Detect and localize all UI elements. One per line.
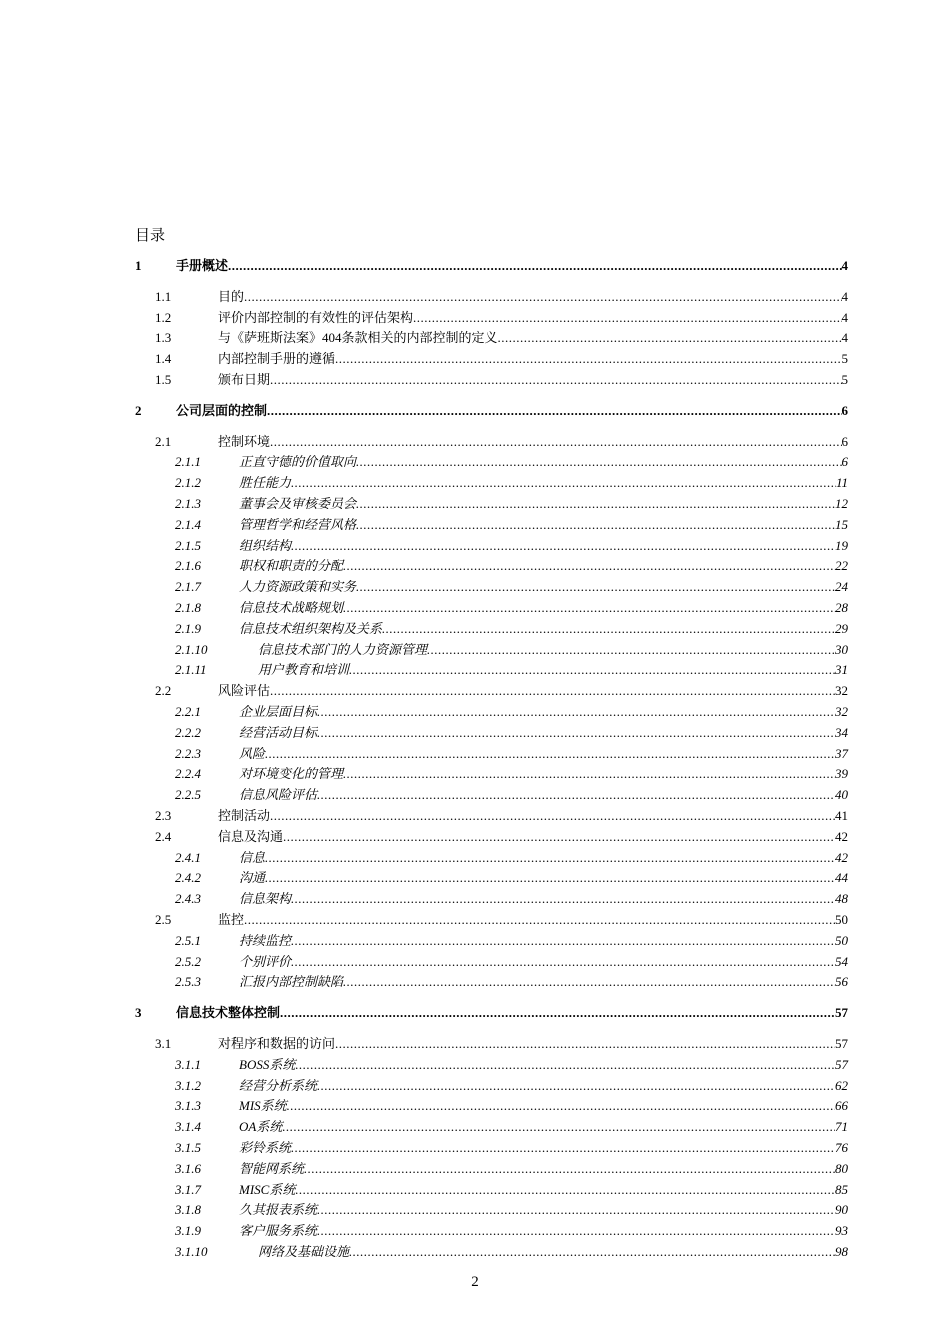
- toc-dot-leader: [265, 744, 835, 764]
- toc-dot-leader: [356, 515, 835, 535]
- toc-entry-page: 76: [835, 1140, 848, 1155]
- toc-entry-title: 个别评价: [239, 954, 292, 969]
- toc-entry-title: 控制环境: [218, 434, 271, 449]
- toc-entry[interactable]: [0, 972, 950, 992]
- toc-dot-leader: [413, 308, 841, 328]
- toc-entry[interactable]: [0, 1180, 950, 1200]
- toc-entry-page: 41: [835, 808, 848, 823]
- toc-entry-page: 32: [835, 683, 848, 698]
- toc-entry-title: 企业层面目标: [239, 704, 318, 719]
- toc-dot-leader: [228, 256, 841, 276]
- toc-entry-title: 网络及基础设施: [258, 1244, 350, 1259]
- toc-entry-title: 董事会及审核委员会: [239, 496, 357, 511]
- toc-dot-leader: [244, 910, 835, 930]
- toc-entry-number: 2.1.7: [175, 579, 201, 594]
- toc-entry-number: 2.1.11: [175, 662, 207, 677]
- toc-entry-number: 2.1.9: [175, 621, 201, 636]
- toc-entry[interactable]: [0, 806, 950, 826]
- toc-entry-number: 1.4: [155, 351, 172, 366]
- toc-entry-number: 2.4: [155, 829, 172, 844]
- toc-entry-title: 信息及沟通: [218, 829, 284, 844]
- toc-dot-leader: [349, 1242, 835, 1262]
- toc-entry[interactable]: [0, 349, 950, 369]
- toc-entry-page: 57: [835, 1036, 848, 1051]
- toc-entry[interactable]: [0, 1117, 950, 1137]
- toc-dot-leader: [317, 1221, 835, 1241]
- toc-entry-number: 2.1.2: [175, 475, 201, 490]
- toc-entry-page: 11: [835, 475, 848, 490]
- toc-dot-leader: [270, 806, 835, 826]
- toc-entry-number: 3: [135, 1005, 142, 1020]
- toc-dot-leader: [335, 349, 841, 369]
- toc-entry-title: 用户教育和培训: [258, 662, 350, 677]
- toc-entry-number: 3.1.6: [175, 1161, 201, 1176]
- toc-entry[interactable]: [0, 744, 950, 764]
- toc-dot-leader: [267, 401, 841, 421]
- toc-entry-title: 内部控制手册的遵循: [218, 351, 336, 366]
- toc-entry-page: 66: [835, 1098, 848, 1113]
- toc-dot-leader: [287, 1096, 835, 1116]
- toc-entry[interactable]: [0, 619, 950, 639]
- toc-entry-title: 对环境变化的管理: [239, 766, 344, 781]
- toc-entry-number: 1.5: [155, 372, 172, 387]
- toc-entry-title: 公司层面的控制: [176, 403, 268, 418]
- toc-entry-page: 90: [835, 1202, 848, 1217]
- toc-dot-leader: [282, 1117, 835, 1137]
- toc-entry[interactable]: [0, 1242, 950, 1262]
- toc-entry-page: 6: [841, 403, 848, 418]
- toc-entry-title: 信息: [239, 850, 266, 865]
- toc-entry[interactable]: [0, 1221, 950, 1241]
- toc-entry[interactable]: [0, 1138, 950, 1158]
- toc-heading: 目录: [135, 228, 166, 244]
- toc-entry-title: 监控: [218, 912, 245, 927]
- toc-entry[interactable]: [0, 287, 950, 307]
- toc-entry-page: 50: [835, 933, 848, 948]
- toc-entry-number: 2.5: [155, 912, 172, 927]
- toc-entry-number: 3.1.1: [175, 1057, 201, 1072]
- toc-dot-leader: [280, 1003, 835, 1023]
- toc-dot-leader: [343, 556, 835, 576]
- toc-entry-page: 5: [841, 372, 848, 387]
- toc-entry-number: 2.2.5: [175, 787, 201, 802]
- toc-entry-number: 2.2: [155, 683, 172, 698]
- toc-entry[interactable]: [0, 494, 950, 514]
- toc-entry-title: MIS系统: [239, 1098, 287, 1113]
- toc-entry-page: 4: [841, 258, 848, 273]
- page-number: 2: [471, 1274, 479, 1290]
- toc-dot-leader: [427, 640, 835, 660]
- toc-entry[interactable]: [0, 308, 950, 328]
- toc-dot-leader: [343, 972, 835, 992]
- toc-entry-page: 40: [835, 787, 848, 802]
- toc-entry-number: 2.1.1: [175, 454, 201, 469]
- toc-dot-leader: [317, 1076, 835, 1096]
- toc-entry-number: 2.1: [155, 434, 172, 449]
- toc-entry-number: 3.1.3: [175, 1098, 201, 1113]
- toc-entry-page: 71: [835, 1119, 848, 1134]
- toc-entry-title: 目的: [218, 289, 245, 304]
- toc-entry[interactable]: [0, 473, 950, 493]
- toc-entry[interactable]: [0, 370, 950, 390]
- toc-entry-page: 37: [835, 746, 848, 761]
- toc-entry-title: 经营分析系统: [239, 1078, 318, 1093]
- toc-entry-page: 62: [835, 1078, 848, 1093]
- toc-entry-title: 信息技术组织架构及关系: [239, 621, 383, 636]
- toc-entry-number: 2.3: [155, 808, 172, 823]
- toc-entry-page: 56: [835, 974, 848, 989]
- toc-entry-number: 3.1.5: [175, 1140, 201, 1155]
- toc-entry-title: 汇报内部控制缺陷: [239, 974, 344, 989]
- toc-dot-leader: [291, 1138, 835, 1158]
- toc-entry-page: 44: [835, 870, 848, 885]
- toc-dot-leader: [283, 827, 835, 847]
- toc-dot-leader: [356, 494, 835, 514]
- toc-entry-title: 颁布日期: [218, 372, 271, 387]
- toc-dot-leader: [291, 931, 835, 951]
- toc-dot-leader: [295, 1180, 835, 1200]
- toc-entry-title: 职权和职责的分配: [239, 558, 344, 573]
- toc-dot-leader: [265, 868, 835, 888]
- toc-entry[interactable]: [0, 598, 950, 618]
- toc-entry[interactable]: [0, 1200, 950, 1220]
- toc-entry[interactable]: [0, 868, 950, 888]
- toc-entry-number: 1.3: [155, 330, 172, 345]
- toc-entry-number: 2: [135, 403, 142, 418]
- toc-entry[interactable]: [0, 515, 950, 535]
- toc-entry-number: 3.1.4: [175, 1119, 201, 1134]
- toc-entry-title: 正直守德的价值取向: [239, 454, 357, 469]
- toc-entry-title: 评价内部控制的有效性的评估架构: [218, 310, 414, 325]
- toc-dot-leader: [304, 1159, 835, 1179]
- toc-entry-number: 1.1: [155, 289, 172, 304]
- toc-entry-title: 信息技术整体控制: [176, 1005, 281, 1020]
- toc-entry[interactable]: [0, 1076, 950, 1096]
- toc-entry-number: 2.1.3: [175, 496, 201, 511]
- toc-dot-leader: [317, 723, 835, 743]
- toc-entry-number: 3.1.10: [175, 1244, 208, 1259]
- toc-entry-title: 控制活动: [218, 808, 271, 823]
- toc-entry-number: 2.2.2: [175, 725, 201, 740]
- toc-dot-leader: [291, 536, 835, 556]
- toc-entry-page: 4: [841, 289, 848, 304]
- toc-entry[interactable]: [0, 640, 950, 660]
- toc-dot-leader: [343, 764, 835, 784]
- toc-entry-title: 经营活动目标: [239, 725, 318, 740]
- toc-dot-leader: [244, 287, 841, 307]
- toc-dot-leader: [356, 577, 835, 597]
- toc-entry-page: 42: [835, 850, 848, 865]
- toc-entry-title: 信息风险评估: [239, 787, 318, 802]
- toc-entry[interactable]: [0, 931, 950, 951]
- toc-entry-number: 1: [135, 258, 142, 273]
- toc-entry-number: 1.2: [155, 310, 172, 325]
- toc-dot-leader: [317, 1200, 835, 1220]
- toc-entry-title: 管理哲学和经营风格: [239, 517, 357, 532]
- toc-entry-title: 组织结构: [239, 538, 292, 553]
- toc-entry[interactable]: [0, 1003, 950, 1023]
- toc-entry-number: 2.1.10: [175, 642, 208, 657]
- toc-entry-page: 12: [835, 496, 848, 511]
- toc-entry-number: 2.4.3: [175, 891, 201, 906]
- toc-entry[interactable]: [0, 536, 950, 556]
- toc-entry-title: 手册概述: [176, 258, 229, 273]
- toc-entry-page: 19: [835, 538, 848, 553]
- toc-entry-number: 3.1.8: [175, 1202, 201, 1217]
- toc-dot-leader: [291, 952, 835, 972]
- toc-entry-page: 98: [835, 1244, 848, 1259]
- toc-entry-number: 2.5.2: [175, 954, 201, 969]
- toc-entry-number: 2.1.6: [175, 558, 201, 573]
- toc-dot-leader: [295, 1055, 835, 1075]
- toc-entry-number: 2.1.4: [175, 517, 201, 532]
- toc-entry[interactable]: [0, 785, 950, 805]
- toc-dot-leader: [291, 473, 836, 493]
- toc-entry-number: 2.4.2: [175, 870, 201, 885]
- toc-entry-number: 2.5.3: [175, 974, 201, 989]
- toc-entry[interactable]: [0, 256, 950, 276]
- toc-entry[interactable]: [0, 723, 950, 743]
- toc-entry[interactable]: [0, 660, 950, 680]
- toc-entry-page: 4: [841, 310, 848, 325]
- toc-entry-page: 31: [835, 662, 848, 677]
- toc-entry-page: 57: [835, 1005, 848, 1020]
- toc-entry-number: 3.1.9: [175, 1223, 201, 1238]
- toc-dot-leader: [317, 702, 835, 722]
- toc-entry-page: 29: [835, 621, 848, 636]
- toc-entry-page: 22: [835, 558, 848, 573]
- toc-entry[interactable]: [0, 910, 950, 930]
- toc-entry[interactable]: [0, 1055, 950, 1075]
- toc-dot-leader: [265, 848, 835, 868]
- toc-entry-page: 4: [841, 330, 848, 345]
- toc-entry-title: 信息技术战略规划: [239, 600, 344, 615]
- toc-entry-page: 28: [835, 600, 848, 615]
- toc-entry[interactable]: [0, 702, 950, 722]
- toc-entry-title: 客户服务系统: [239, 1223, 318, 1238]
- toc-entry-title: 人力资源政策和实务: [239, 579, 357, 594]
- toc-entry-number: 2.1.8: [175, 600, 201, 615]
- toc-entry-page: 15: [835, 517, 848, 532]
- toc-entry-title: MISC系统: [239, 1182, 296, 1197]
- toc-entry[interactable]: [0, 827, 950, 847]
- toc-entry[interactable]: [0, 952, 950, 972]
- toc-entry-title: 沟通: [239, 870, 266, 885]
- toc-entry-number: 2.2.3: [175, 746, 201, 761]
- toc-entry[interactable]: [0, 556, 950, 576]
- toc-entry[interactable]: [0, 889, 950, 909]
- toc-entry-page: 6: [841, 454, 848, 469]
- toc-dot-leader: [382, 619, 835, 639]
- toc-entry-number: 3.1: [155, 1036, 172, 1051]
- toc-entry-number: 3.1.2: [175, 1078, 201, 1093]
- toc-entry-page: 42: [835, 829, 848, 844]
- toc-dot-leader: [335, 1034, 835, 1054]
- toc-entry-number: 2.2.1: [175, 704, 201, 719]
- toc-entry-title: 胜任能力: [239, 475, 292, 490]
- toc-entry-page: 5: [841, 351, 848, 366]
- toc-entry[interactable]: [0, 848, 950, 868]
- toc-entry-title: 智能网系统: [239, 1161, 305, 1176]
- toc-entry-title: 与《萨班斯法案》404条款相关的内部控制的定义: [218, 330, 498, 345]
- toc-entry-title: 风险: [239, 746, 266, 761]
- toc-dot-leader: [270, 370, 841, 390]
- toc-entry-title: 信息技术部门的人力资源管理: [258, 642, 428, 657]
- toc-entry-title: BOSS系统: [239, 1057, 296, 1072]
- toc-dot-leader: [270, 681, 835, 701]
- toc-entry-title: 风险评估: [218, 683, 271, 698]
- toc-entry[interactable]: [0, 681, 950, 701]
- toc-entry[interactable]: [0, 1096, 950, 1116]
- toc-entry[interactable]: [0, 452, 950, 472]
- toc-entry-title: OA系统: [239, 1119, 283, 1134]
- toc-entry-page: 34: [835, 725, 848, 740]
- toc-dot-leader: [343, 598, 835, 618]
- toc-dot-leader: [349, 660, 835, 680]
- toc-dot-leader: [317, 785, 835, 805]
- toc-dot-leader: [270, 432, 841, 452]
- toc-entry[interactable]: [0, 764, 950, 784]
- toc-entry-page: 85: [835, 1182, 848, 1197]
- toc-entry-number: 2.2.4: [175, 766, 201, 781]
- toc-entry-title: 彩铃系统: [239, 1140, 292, 1155]
- toc-entry-page: 6: [841, 434, 848, 449]
- toc-entry-page: 24: [835, 579, 848, 594]
- toc-entry[interactable]: [0, 577, 950, 597]
- toc-entry-title: 信息架构: [239, 891, 292, 906]
- toc-entry-page: 57: [835, 1057, 848, 1072]
- toc-entry[interactable]: [0, 1159, 950, 1179]
- toc-entry[interactable]: [0, 328, 950, 348]
- toc-entry-number: 2.1.5: [175, 538, 201, 553]
- toc-dot-leader: [498, 328, 842, 348]
- toc-entry-page: 48: [835, 891, 848, 906]
- toc-entry-number: 2.4.1: [175, 850, 201, 865]
- toc-entry-number: 2.5.1: [175, 933, 201, 948]
- toc-entry-page: 39: [835, 766, 848, 781]
- toc-entry-page: 32: [835, 704, 848, 719]
- toc-entry-number: 3.1.7: [175, 1182, 201, 1197]
- toc-entry-page: 54: [835, 954, 848, 969]
- toc-entry-page: 93: [835, 1223, 848, 1238]
- toc-entry[interactable]: [0, 401, 950, 421]
- toc-entry-title: 持续监控: [239, 933, 292, 948]
- toc-dot-leader: [356, 452, 841, 472]
- toc-entry-title: 对程序和数据的访问: [218, 1036, 336, 1051]
- toc-entry-page: 80: [835, 1161, 848, 1176]
- toc-entry[interactable]: [0, 432, 950, 452]
- toc-entry-page: 50: [835, 912, 848, 927]
- toc-dot-leader: [291, 889, 835, 909]
- toc-entry-title: 久其报表系统: [239, 1202, 318, 1217]
- toc-entry-page: 30: [835, 642, 848, 657]
- toc-entry[interactable]: [0, 1034, 950, 1054]
